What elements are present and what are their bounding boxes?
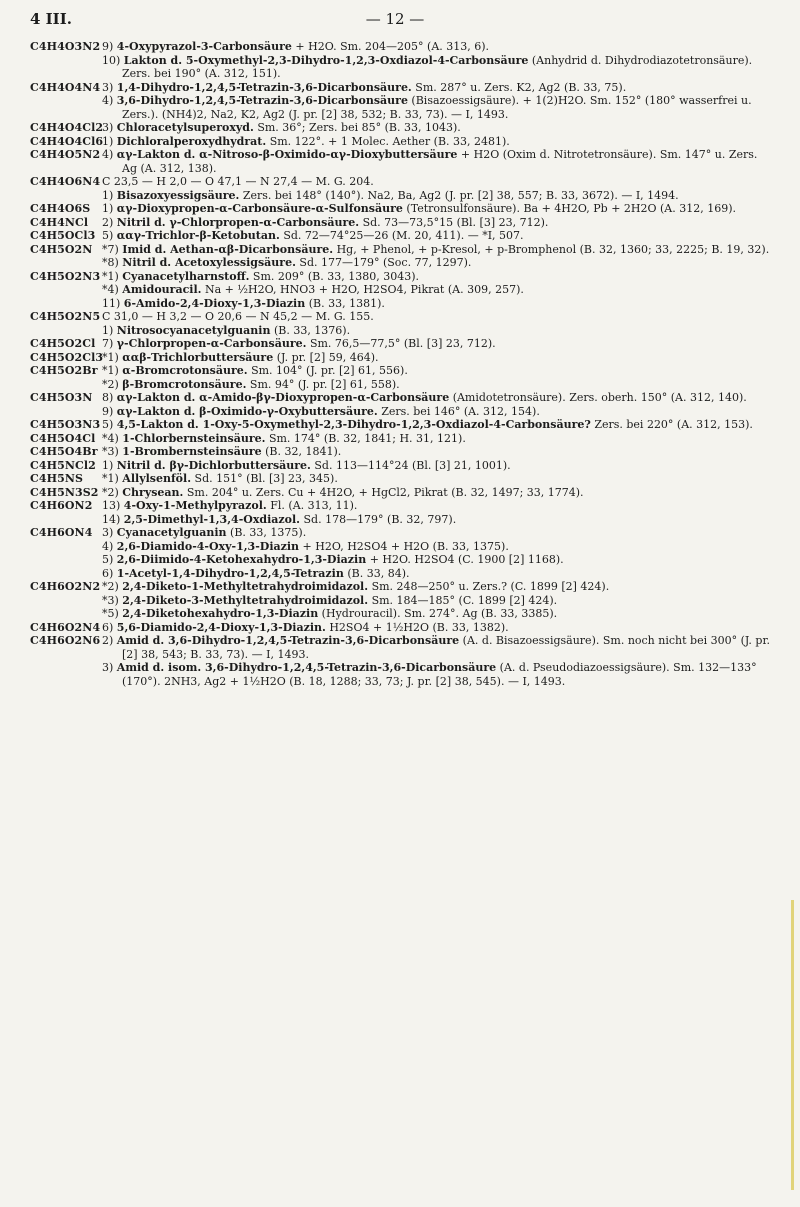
formula-group (30, 445, 770, 459)
entry (102, 337, 770, 351)
formula-label: C4H6O2N6 (30, 634, 101, 647)
entry-details: (Bisazoessigsäure). + 1(2)H2O. Sm. 152° (180° wasserfrei u. Zers.). (NH4)2, Na2, K2, Ag2 (J. pr. [2] 38, 532; B. 33, 73). — I, 1493. (122, 94, 752, 121)
entry-number: *3) (102, 593, 119, 607)
entry-number: 4) (102, 94, 114, 107)
formula-label: C4H4O6N4 (30, 175, 101, 188)
entry-number: 9) (102, 404, 114, 418)
entry-number: 13) (102, 499, 121, 512)
entry-details: Fl. (A. 313, 11). (266, 499, 358, 512)
formula-group (30, 175, 770, 202)
compound-name: Nitrosocyanacetylguanin (116, 323, 271, 337)
entry-details: (B. 32, 1841). (261, 445, 342, 458)
entry-number: 5) (102, 229, 114, 242)
formula-label: C4H5O2N (30, 242, 93, 256)
entry-details: (J. pr. [2] 59, 464). (273, 350, 379, 364)
entry-details: C 31,0 — H 3,2 — O 20,6 — N 45,2 — M. G. 155. (102, 310, 374, 323)
entry-number: *2) (102, 485, 119, 499)
compound-name: Amid d. 3,6-Dihydro-1,2,4,5-Tetrazin-3,6-Dicarbonsäure (116, 634, 460, 647)
entry-details: (B. 33, 1381). (305, 296, 385, 310)
formula-label: C4H5O3N3 (30, 418, 101, 431)
entry (102, 351, 770, 365)
compound-name: Lakton d. 5-Oxymethyl-2,3-Dihydro-1,2,3-Oxdiazol-4-Carbonsäure (123, 53, 529, 67)
entry (102, 432, 770, 446)
entry-number: 1) (102, 458, 114, 472)
formula-label: C4H4O6S (30, 202, 91, 215)
entry (102, 472, 770, 486)
entry-number: 6) (102, 566, 114, 580)
entry (102, 189, 770, 203)
compound-name: ααβ-Trichlorbuttersäure (122, 350, 274, 364)
entry-number: 6) (102, 620, 114, 634)
compound-name: αγ-Lakton d. α-Nitroso-β-Oximido-αγ-Dioxybuttersäure (116, 148, 458, 161)
formula-group (30, 310, 770, 337)
formula-group (30, 121, 770, 135)
page-header (30, 10, 760, 30)
formula-label: C4H4O4Cl2 (30, 121, 104, 134)
compound-name: 1-Brombernsteinsäure (122, 445, 262, 458)
entry-details: (B. 33, 84). (343, 566, 410, 580)
entry (102, 526, 770, 540)
formula-label: C4H6ON2 (30, 499, 93, 512)
entry-number: 11) (102, 296, 121, 310)
compound-name: αγ-Lakton d. α-Amido-βγ-Dioxypropen-α-Carbonsäure (116, 391, 450, 404)
compound-name: γ-Chlorpropen-α-Carbonsäure. (116, 337, 307, 350)
entry (102, 175, 770, 189)
page-edge-mark (791, 900, 794, 1190)
entry-number: 4) (102, 148, 114, 161)
compound-name: Nitril d. βγ-Dichlorbuttersäure. (116, 458, 311, 472)
section-label: 4 III. (30, 10, 72, 28)
formula-group (30, 486, 770, 500)
formula-group (30, 81, 770, 122)
entry-number: 5) (102, 418, 114, 431)
entry (102, 54, 770, 81)
compound-name: Cyanacetylharnstoff. (122, 269, 250, 283)
entry (102, 567, 770, 581)
entry (102, 378, 770, 392)
entry-number: 14) (102, 512, 121, 526)
entry (102, 297, 770, 311)
entry (102, 229, 770, 243)
entry-number: 3) (102, 121, 114, 134)
entry (102, 634, 770, 661)
entry-details: (B. 33, 1376). (270, 323, 351, 337)
entry (102, 445, 770, 459)
formula-group (30, 634, 770, 688)
entry-number: 1) (102, 134, 114, 148)
formula-label: C4H5N3S2 (30, 485, 99, 499)
entry-number: *4) (102, 431, 119, 445)
entry-number: 3) (102, 80, 114, 94)
compound-name: 2,4-Diketo-1-Methyltetrahydroimidazol. (122, 580, 369, 593)
compound-name: 6-Amido-2,4-Dioxy-1,3-Diazin (123, 296, 306, 310)
entry-number: 3) (102, 661, 114, 674)
entry (102, 310, 770, 324)
compound-name: Dichloralperoxydhydrat. (116, 134, 267, 148)
compound-name: 2,6-Diimido-4-Ketohexahydro-1,3-Diazin (116, 553, 367, 566)
entry-number: 1) (102, 323, 114, 337)
entry-details: Sm. 76,5—77,5° (Bl. [3] 23, 712). (306, 337, 496, 350)
formula-group (30, 499, 770, 526)
entry-number: *3) (102, 445, 119, 458)
compound-name: αγ-Dioxypropen-α-Carbonsäure-α-Sulfonsäure (116, 202, 403, 215)
compound-name: 4-Oxy-1-Methylpyrazol. (123, 499, 267, 512)
entry (102, 621, 770, 635)
formula-label: C4H5OCl3 (30, 229, 96, 242)
compound-name: 1,4-Dihydro-1,2,4,5-Tetrazin-3,6-Dicarbonsäure. (116, 80, 412, 94)
formula-group (30, 364, 770, 391)
formula-label: C4H5O4Br (30, 445, 98, 458)
compound-name: ααγ-Trichlor-β-Ketobutan. (116, 229, 280, 242)
entry (102, 216, 770, 230)
entry (102, 40, 770, 54)
entry-details: Sd. 113—114°24 (Bl. [3] 21, 1001). (310, 458, 511, 472)
entry (102, 270, 770, 284)
compound-name: 4,5-Lakton d. 1-Oxy-5-Oxymethyl-2,3-Dihydro-1,2,3-Oxdiazol-4-Carbonsäure? (116, 418, 591, 431)
compound-name: 2,4-Diketohexahydro-1,3-Diazin (122, 607, 319, 620)
entry-details: Sm. 104° (J. pr. [2] 61, 556). (247, 364, 408, 377)
formula-group (30, 229, 770, 243)
entry (102, 540, 770, 554)
entry (102, 405, 770, 419)
entry (102, 135, 770, 149)
formula-label: C4H5O2N3 (30, 269, 101, 283)
entry-details: Sm. 248—250° u. Zers.? (C. 1899 [2] 424). (368, 580, 610, 593)
formula-group (30, 337, 770, 351)
formula-label: C4H5O4Cl (30, 431, 96, 445)
entry (102, 553, 770, 567)
formula-group (30, 418, 770, 432)
formula-group (30, 135, 770, 149)
entry-number: 7) (102, 337, 114, 350)
formula-index (30, 40, 770, 688)
formula-label: C4H4O4N4 (30, 80, 101, 94)
entry-number: *1) (102, 364, 119, 377)
entry-details: Sm. 184—185° (C. 1899 [2] 424). (368, 593, 558, 607)
formula-label: C4H5O2N5 (30, 310, 101, 323)
compound-name: 1-Chlorbernsteinsäure. (122, 431, 266, 445)
compound-name: 2,5-Dimethyl-1,3,4-Oxdiazol. (123, 512, 300, 526)
entry-number: *1) (102, 350, 119, 364)
entry (102, 148, 770, 175)
entry (102, 607, 770, 621)
compound-name: 2,6-Diamido-4-Oxy-1,3-Diazin (116, 539, 300, 553)
entry-details: Zers. bei 220° (A. 312, 153). (590, 418, 753, 431)
compound-name: Amidouracil. (122, 283, 202, 296)
formula-label: C4H6O2N4 (30, 620, 101, 634)
compound-name: Bisazoxyessigsäure. (116, 188, 240, 202)
compound-name: β-Bromcrotonsäure. (122, 377, 247, 391)
entry (102, 243, 770, 257)
entry-number: 1) (102, 202, 114, 215)
entry-number: 2) (102, 215, 114, 229)
compound-name: 2,4-Diketo-3-Methyltetrahydroimidazol. (122, 593, 369, 607)
entry (102, 202, 770, 216)
entry-number: 10) (102, 53, 121, 67)
entry-details: H2SO4 + 1½H2O (B. 33, 1382). (325, 620, 509, 634)
entry (102, 121, 770, 135)
entry (102, 324, 770, 338)
entry-details: Sm. 287° u. Zers. K2, Ag2 (B. 33, 75). (411, 80, 627, 94)
formula-label: C4H5O2Cl (30, 337, 96, 350)
entry-details: Sd. 73—73,5°15 (Bl. [3] 23, 712). (359, 215, 549, 229)
entry-details: + H2O. Sm. 204—205° (A. 313, 6). (291, 40, 490, 53)
formula-group (30, 526, 770, 580)
compound-name: Chloracetylsuperoxyd. (116, 121, 254, 134)
compound-name: Chrysean. (122, 485, 184, 499)
entry-details: Na + ½H2O, HNO3 + H2O, H2SO4, Pikrat (A. 309, 257). (201, 283, 524, 296)
entry (102, 364, 770, 378)
entry-number: *7) (102, 242, 119, 256)
entry-number: *2) (102, 580, 119, 593)
formula-label: C4H4NCl (30, 215, 89, 229)
formula-label: C4H5O2Br (30, 364, 98, 377)
formula-group (30, 621, 770, 635)
entry-number: 4) (102, 539, 114, 553)
formula-group (30, 148, 770, 175)
compound-name: αγ-Lakton d. β-Oximido-γ-Oxybuttersäure. (116, 404, 378, 418)
entry (102, 486, 770, 500)
formula-group (30, 270, 770, 311)
entry-details: Zers. bei 146° (A. 312, 154). (377, 404, 540, 418)
formula-label: C4H6O2N2 (30, 580, 101, 593)
entry (102, 661, 770, 688)
formula-label: C4H5O2Cl3 (30, 350, 104, 364)
entry-details: (B. 33, 1375). (226, 526, 307, 539)
formula-group (30, 202, 770, 216)
compound-name: 1-Acetyl-1,4-Dihydro-1,2,4,5-Tetrazin (116, 566, 344, 580)
entry-details: Sd. 178—179° (B. 32, 797). (300, 512, 457, 526)
entry-details: Sm. 204° u. Zers. Cu + 4H2O, + HgCl2, Pikrat (B. 32, 1497; 33, 1774). (183, 485, 584, 499)
compound-name: 4-Oxypyrazol-3-Carbonsäure (116, 40, 292, 53)
entry (102, 256, 770, 270)
entry-details: Sm. 122°. + 1 Molec. Aether (B. 33, 2481). (266, 134, 510, 148)
formula-group (30, 243, 770, 270)
entry-number: *5) (102, 607, 119, 620)
compound-name: Imid d. Aethan-αβ-Dicarbonsäure. (122, 242, 334, 256)
formula-group (30, 351, 770, 365)
entry-details: + H2O, H2SO4 + H2O (B. 33, 1375). (299, 539, 509, 553)
entry-details: (Amidotetronsäure). Zers. oberh. 150° (A. 312, 140). (449, 391, 747, 404)
entry-details: Sm. 174° (B. 32, 1841; H. 31, 121). (265, 431, 466, 445)
entry-number: *8) (102, 256, 119, 269)
compound-name: α-Bromcrotonsäure. (122, 364, 248, 377)
entry-details: Sm. 94° (J. pr. [2] 61, 558). (246, 377, 400, 391)
entry-number: *2) (102, 377, 119, 391)
entry-number: 5) (102, 553, 114, 566)
formula-group (30, 40, 770, 81)
entry-details: + H2O. H2SO4 (C. 1900 [2] 1168). (366, 553, 564, 566)
entry-details: + H2O (Oxim d. Nitrotetronsäure). Sm. 147° u. Zers. Ag (A. 312, 138). (122, 148, 758, 175)
entry-number: 9) (102, 40, 114, 53)
formula-group (30, 432, 770, 446)
entry (102, 283, 770, 297)
formula-group (30, 216, 770, 230)
compound-name: Cyanacetylguanin (116, 526, 227, 539)
entry-details: Sd. 177—179° (Soc. 77, 1297). (295, 256, 472, 269)
entry-details: Sd. 72—74°25—26 (M. 20, 411). — *I, 507. (279, 229, 524, 242)
compound-name: 3,6-Dihydro-1,2,4,5-Tetrazin-3,6-Dicarbonsäure (116, 94, 408, 107)
formula-group (30, 580, 770, 621)
compound-name: Allylsenföl. (122, 472, 192, 485)
entry-details: (Anhydrid d. Dihydrodiazotetronsäure). Zers. bei 190° (A. 312, 151). (122, 53, 753, 80)
entry (102, 594, 770, 608)
formula-label: C4H4O3N2 (30, 40, 101, 53)
entry (102, 391, 770, 405)
entry (102, 580, 770, 594)
entry-number: 8) (102, 391, 114, 404)
compound-name: 5,6-Diamido-2,4-Dioxy-1,3-Diazin. (116, 620, 326, 634)
compound-name: Nitril d. Acetoxylessigsäure. (122, 256, 296, 269)
entry-details: Hg, + Phenol, + p-Kresol, + p-Bromphenol (B. 32, 1360; 33, 2225; B. 19, 32). (333, 242, 770, 256)
entry-number: *4) (102, 283, 119, 296)
entry-details: (Tetronsulfonsäure). Ba + 4H2O, Pb + 2H2O (A. 312, 169). (402, 202, 737, 215)
entry (102, 513, 770, 527)
entry (102, 418, 770, 432)
entry-number: 2) (102, 634, 114, 647)
entry-number: *1) (102, 269, 119, 283)
formula-group (30, 459, 770, 473)
entry (102, 94, 770, 121)
entry-details: Zers. bei 148° (140°). Na2, Ba, Ag2 (J. pr. [2] 38, 557; B. 33, 3672). — I, 1494. (239, 188, 679, 202)
formula-group (30, 391, 770, 418)
entry-details: Sd. 151° (Bl. [3] 23, 345). (191, 472, 338, 485)
entry (102, 459, 770, 473)
formula-label: C4H5NS (30, 472, 84, 485)
entry (102, 81, 770, 95)
entry-details: (Hydrouracil). Sm. 274°. Ag (B. 33, 3385). (318, 607, 558, 620)
entry-number: 1) (102, 188, 114, 202)
entry-details: (A. d. Bisazoessigsäure). Sm. noch nicht bei 300° (J. pr. [2] 38, 543; B. 33, 73). — I, 1493. (122, 634, 771, 661)
entry-details: (A. d. Pseudodiazoessigsäure). Sm. 132—133° (170°). 2NH3, Ag2 + 1½H2O (B. 18, 1288; 33, 73; J. pr. [2] 38, 545). — I, 1493. (122, 661, 757, 688)
formula-label: C4H5NCl2 (30, 458, 96, 472)
formula-label: C4H4O4Cl6 (30, 134, 104, 148)
entry-number: 3) (102, 526, 114, 539)
formula-group (30, 472, 770, 486)
entry-details: C 23,5 — H 2,0 — O 47,1 — N 27,4 — M. G. 204. (102, 175, 374, 188)
entry-number: *1) (102, 472, 119, 485)
compound-name: Amid d. isom. 3,6-Dihydro-1,2,4,5-Tetrazin-3,6-Dicarbonsäure (116, 661, 497, 674)
formula-label: C4H5O3N (30, 391, 93, 404)
entry-details: Sm. 209° (B. 33, 1380, 3043). (249, 269, 420, 283)
entry-details: Sm. 36°; Zers. bei 85° (B. 33, 1043). (253, 121, 461, 134)
entry (102, 499, 770, 513)
page-number: — 12 — (365, 10, 425, 28)
compound-name: Nitril d. γ-Chlorpropen-α-Carbonsäure. (116, 215, 360, 229)
formula-label: C4H4O5N2 (30, 148, 101, 161)
formula-label: C4H6ON4 (30, 526, 93, 539)
